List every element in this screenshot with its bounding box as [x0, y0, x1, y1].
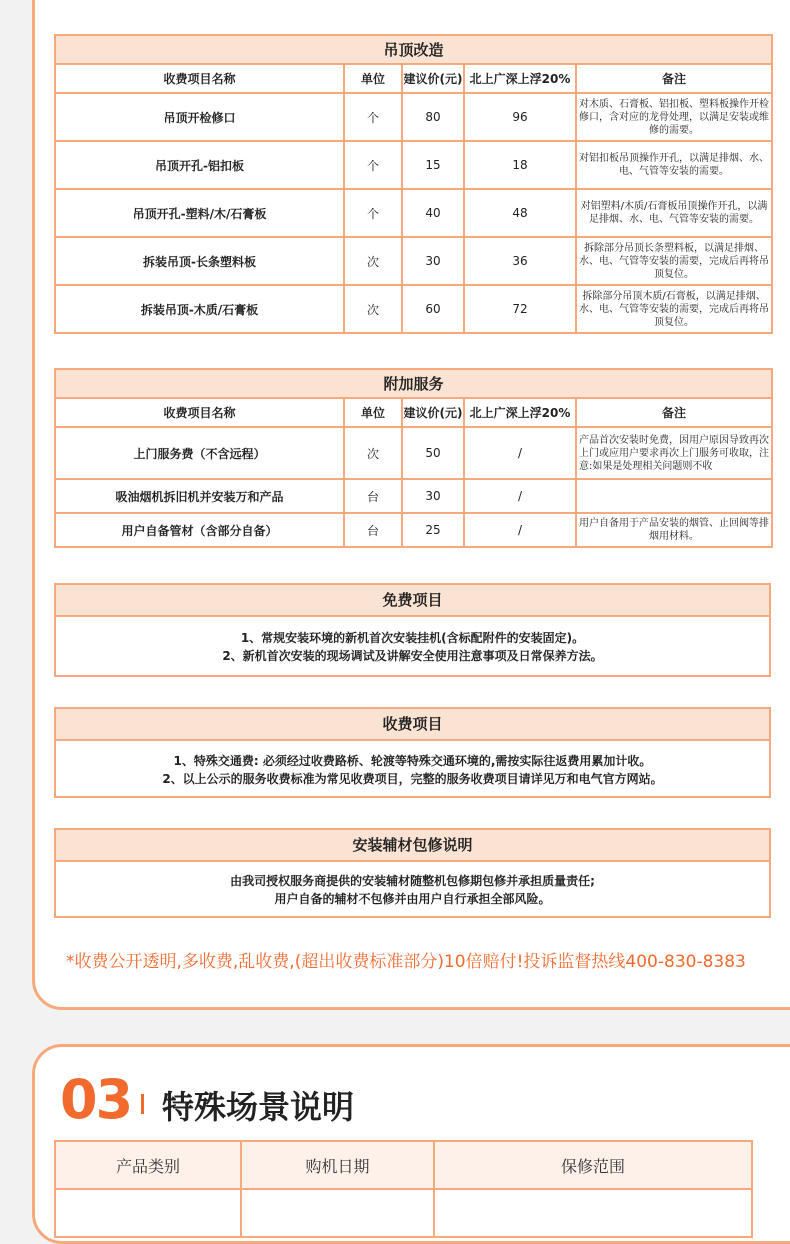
ceiling-table — [54, 34, 773, 334]
item-price: 30 — [402, 237, 464, 285]
box-line: 2、以上公示的服务收费标准为常见收费项目，完整的服务收费项目请详见万和电气官方网站。 — [162, 771, 663, 786]
column-header: 产品类别 — [55, 1141, 241, 1189]
box-line: 用户自备的辅材不包修并由用户自行承担全部风险。 — [274, 892, 551, 906]
box-line: 1、特殊交通费: 必须经过收费路桥、轮渡等特殊交通环境的,需按实际往返费用累加计收。 — [173, 753, 652, 768]
item-name: 拆装吊顶-木质/石膏板 — [55, 285, 344, 333]
item-name: 吊顶开检修口 — [55, 93, 344, 141]
column-header: 建议价(元) — [402, 398, 464, 427]
item-unit: 台 — [344, 513, 402, 547]
table-row — [55, 479, 772, 513]
box-body — [56, 741, 769, 798]
item-name: 拆装吊顶-长条塑料板 — [55, 237, 344, 285]
item-price: 15 — [402, 141, 464, 189]
section-number: 03 — [60, 1068, 132, 1131]
column-header: 北上广深上浮20% — [464, 64, 576, 93]
item-unit: 次 — [344, 285, 402, 333]
table-title: 吊顶改造 — [55, 35, 772, 64]
column-header: 备注 — [576, 64, 772, 93]
item-unit: 台 — [344, 479, 402, 513]
charge-items-box — [54, 707, 771, 798]
box-line: 由我司授权服务商提供的安装辅材随整机包修期包修并承担质量责任; — [230, 874, 595, 888]
item-float-price: / — [464, 427, 576, 479]
item-price: 25 — [402, 513, 464, 547]
box-title: 免费项目 — [56, 585, 769, 617]
column-header: 购机日期 — [241, 1141, 434, 1189]
item-note: 对铝扣板吊顶操作开孔，以满足排烟、水、电、气管等安装的需要。 — [576, 141, 772, 189]
table-row — [55, 237, 772, 285]
item-price: 80 — [402, 93, 464, 141]
column-header: 收费项目名称 — [55, 64, 344, 93]
warranty-box — [54, 828, 771, 918]
box-body — [56, 862, 769, 918]
complaint-hotline-notice: *收费公开透明,多收费,乱收费,(超出收费标准部分)10倍赔付!投诉监督热线400-830-8383 — [66, 952, 746, 972]
column-header: 单位 — [344, 398, 402, 427]
free-items-box — [54, 583, 771, 677]
column-header: 单位 — [344, 64, 402, 93]
item-note: 对铝塑料/木质/石膏板吊顶操作开孔，以满足排烟、水、电、气管等安装的需要。 — [576, 189, 772, 237]
item-note: 产品首次安装时免费，因用户原因导致再次上门或应用户要求再次上门服务可收取，注意:如果是处理相关问题则不收 — [576, 427, 772, 479]
item-float-price: 96 — [464, 93, 576, 141]
table-row — [55, 285, 772, 333]
table-cell — [241, 1189, 434, 1237]
column-header: 收费项目名称 — [55, 398, 344, 427]
table-row — [55, 427, 772, 479]
item-price: 50 — [402, 427, 464, 479]
box-title: 安装辅材包修说明 — [56, 830, 769, 862]
extra-service-table — [54, 368, 773, 548]
box-line: 1、常规安装环境的新机首次安装挂机(含标配附件的安装固定)。 — [240, 631, 585, 645]
item-unit: 次 — [344, 237, 402, 285]
item-price: 60 — [402, 285, 464, 333]
table-cell — [434, 1189, 752, 1237]
item-float-price: / — [464, 479, 576, 513]
special-scene-table — [54, 1140, 753, 1238]
section-divider — [141, 1094, 144, 1114]
item-float-price: 72 — [464, 285, 576, 333]
column-header: 北上广深上浮20% — [464, 398, 576, 427]
item-note — [576, 479, 772, 513]
box-line: 2、新机首次安装的现场调试及讲解安全使用注意事项及日常保养方法。 — [222, 649, 603, 663]
item-note: 拆除部分吊顶木质/石膏板，以满足排烟、水、电、气管等安装的需要，完成后再将吊顶复位。 — [576, 285, 772, 333]
table-cell — [55, 1189, 241, 1237]
item-note: 用户自备用于产品安装的烟管、止回阀等排烟用材料。 — [576, 513, 772, 547]
item-note: 对木质、石膏板、铝扣板、塑料板操作开检修口，含对应的龙骨处理，以满足安装或维修的需要。 — [576, 93, 772, 141]
column-header: 备注 — [576, 398, 772, 427]
item-unit: 次 — [344, 427, 402, 479]
item-unit: 个 — [344, 93, 402, 141]
item-unit: 个 — [344, 189, 402, 237]
table-row — [55, 189, 772, 237]
item-name: 吸油烟机拆旧机并安装万和产品 — [55, 479, 344, 513]
item-float-price: / — [464, 513, 576, 547]
column-header: 保修范围 — [434, 1141, 752, 1189]
table-title: 附加服务 — [55, 369, 772, 398]
item-note: 拆除部分吊顶长条塑料板，以满足排烟、水、电、气管等安装的需要，完成后再将吊顶复位。 — [576, 237, 772, 285]
item-float-price: 18 — [464, 141, 576, 189]
table-row — [55, 141, 772, 189]
item-price: 40 — [402, 189, 464, 237]
item-name: 上门服务费（不含远程） — [55, 427, 344, 479]
item-name: 吊顶开孔-铝扣板 — [55, 141, 344, 189]
box-body — [56, 617, 769, 677]
table-row — [55, 513, 772, 547]
item-unit: 个 — [344, 141, 402, 189]
box-title: 收费项目 — [56, 709, 769, 741]
item-name: 用户自备管材（含部分自备） — [55, 513, 344, 547]
item-name: 吊顶开孔-塑料/木/石膏板 — [55, 189, 344, 237]
item-float-price: 48 — [464, 189, 576, 237]
table-row — [55, 93, 772, 141]
item-float-price: 36 — [464, 237, 576, 285]
column-header: 建议价(元) — [402, 64, 464, 93]
item-price: 30 — [402, 479, 464, 513]
section-title: 特殊场景说明 — [162, 1088, 355, 1126]
